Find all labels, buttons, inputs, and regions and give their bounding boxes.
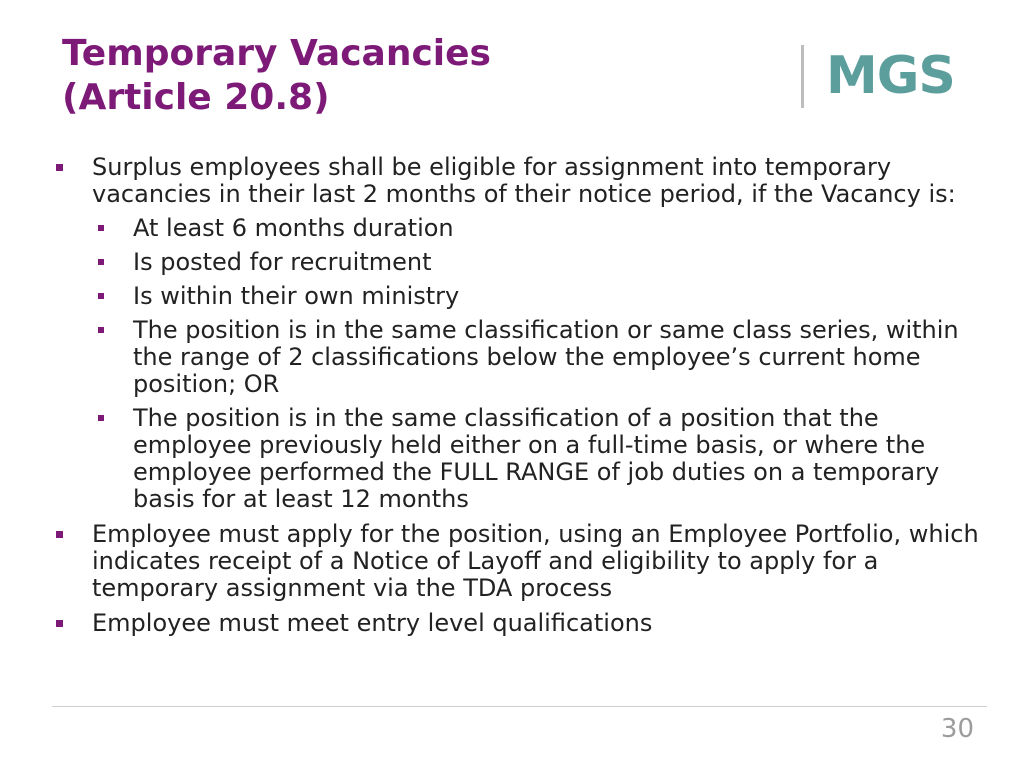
square-bullet-icon	[56, 164, 63, 171]
square-bullet-icon	[56, 531, 63, 538]
sub-bullet-text: Is within their own ministry	[133, 282, 460, 310]
sub-bullet-text: The position is in the same classification or same class series, within the range of 2 classifications below the employee’s current home position; OR	[133, 316, 959, 398]
bullet-text: Surplus employees shall be eligible for assignment into temporary vacancies in their last 2 months of their notice period, if the Vacancy is:	[92, 153, 956, 208]
bullet-list	[52, 154, 987, 637]
square-bullet-icon	[56, 620, 63, 627]
bullet-text: Employee must apply for the position, using an Employee Portfolio, which indicates receipt of a Notice of Layoff and eligibility to apply for a temporary assignment via the TDA process	[92, 520, 979, 602]
sub-bullet-text: The position is in the same classification of a position that the employee previously held either on a full-time basis, or where the employee performed the FULL RANGE of job duties on a temporary basis for at least 12 months	[133, 404, 940, 513]
square-bullet-icon	[98, 327, 104, 333]
slide-body	[52, 154, 987, 645]
bullet-item	[52, 521, 987, 602]
sub-bullet-item	[92, 249, 987, 276]
square-bullet-icon	[98, 293, 104, 299]
sub-bullet-text: At least 6 months duration	[133, 214, 454, 242]
sub-bullet-list	[92, 215, 987, 513]
footer-divider	[52, 706, 987, 707]
bullet-item	[52, 610, 987, 637]
sub-bullet-item	[92, 405, 987, 513]
page-number: 30	[940, 714, 974, 744]
sub-bullet-text: Is posted for recruitment	[133, 248, 432, 276]
bullet-text: Employee must meet entry level qualifications	[92, 609, 653, 637]
square-bullet-icon	[98, 259, 104, 265]
mgs-logo: MGS	[826, 46, 955, 106]
sub-bullet-item	[92, 215, 987, 242]
slide-title	[62, 32, 491, 120]
sub-bullet-item	[92, 317, 987, 398]
title-line-2: (Article 20.8)	[62, 77, 330, 118]
title-line-1: Temporary Vacancies	[62, 33, 491, 74]
bullet-item	[52, 154, 987, 513]
square-bullet-icon	[98, 225, 104, 231]
square-bullet-icon	[98, 415, 104, 421]
sub-bullet-item	[92, 283, 987, 310]
logo-divider	[801, 45, 804, 108]
